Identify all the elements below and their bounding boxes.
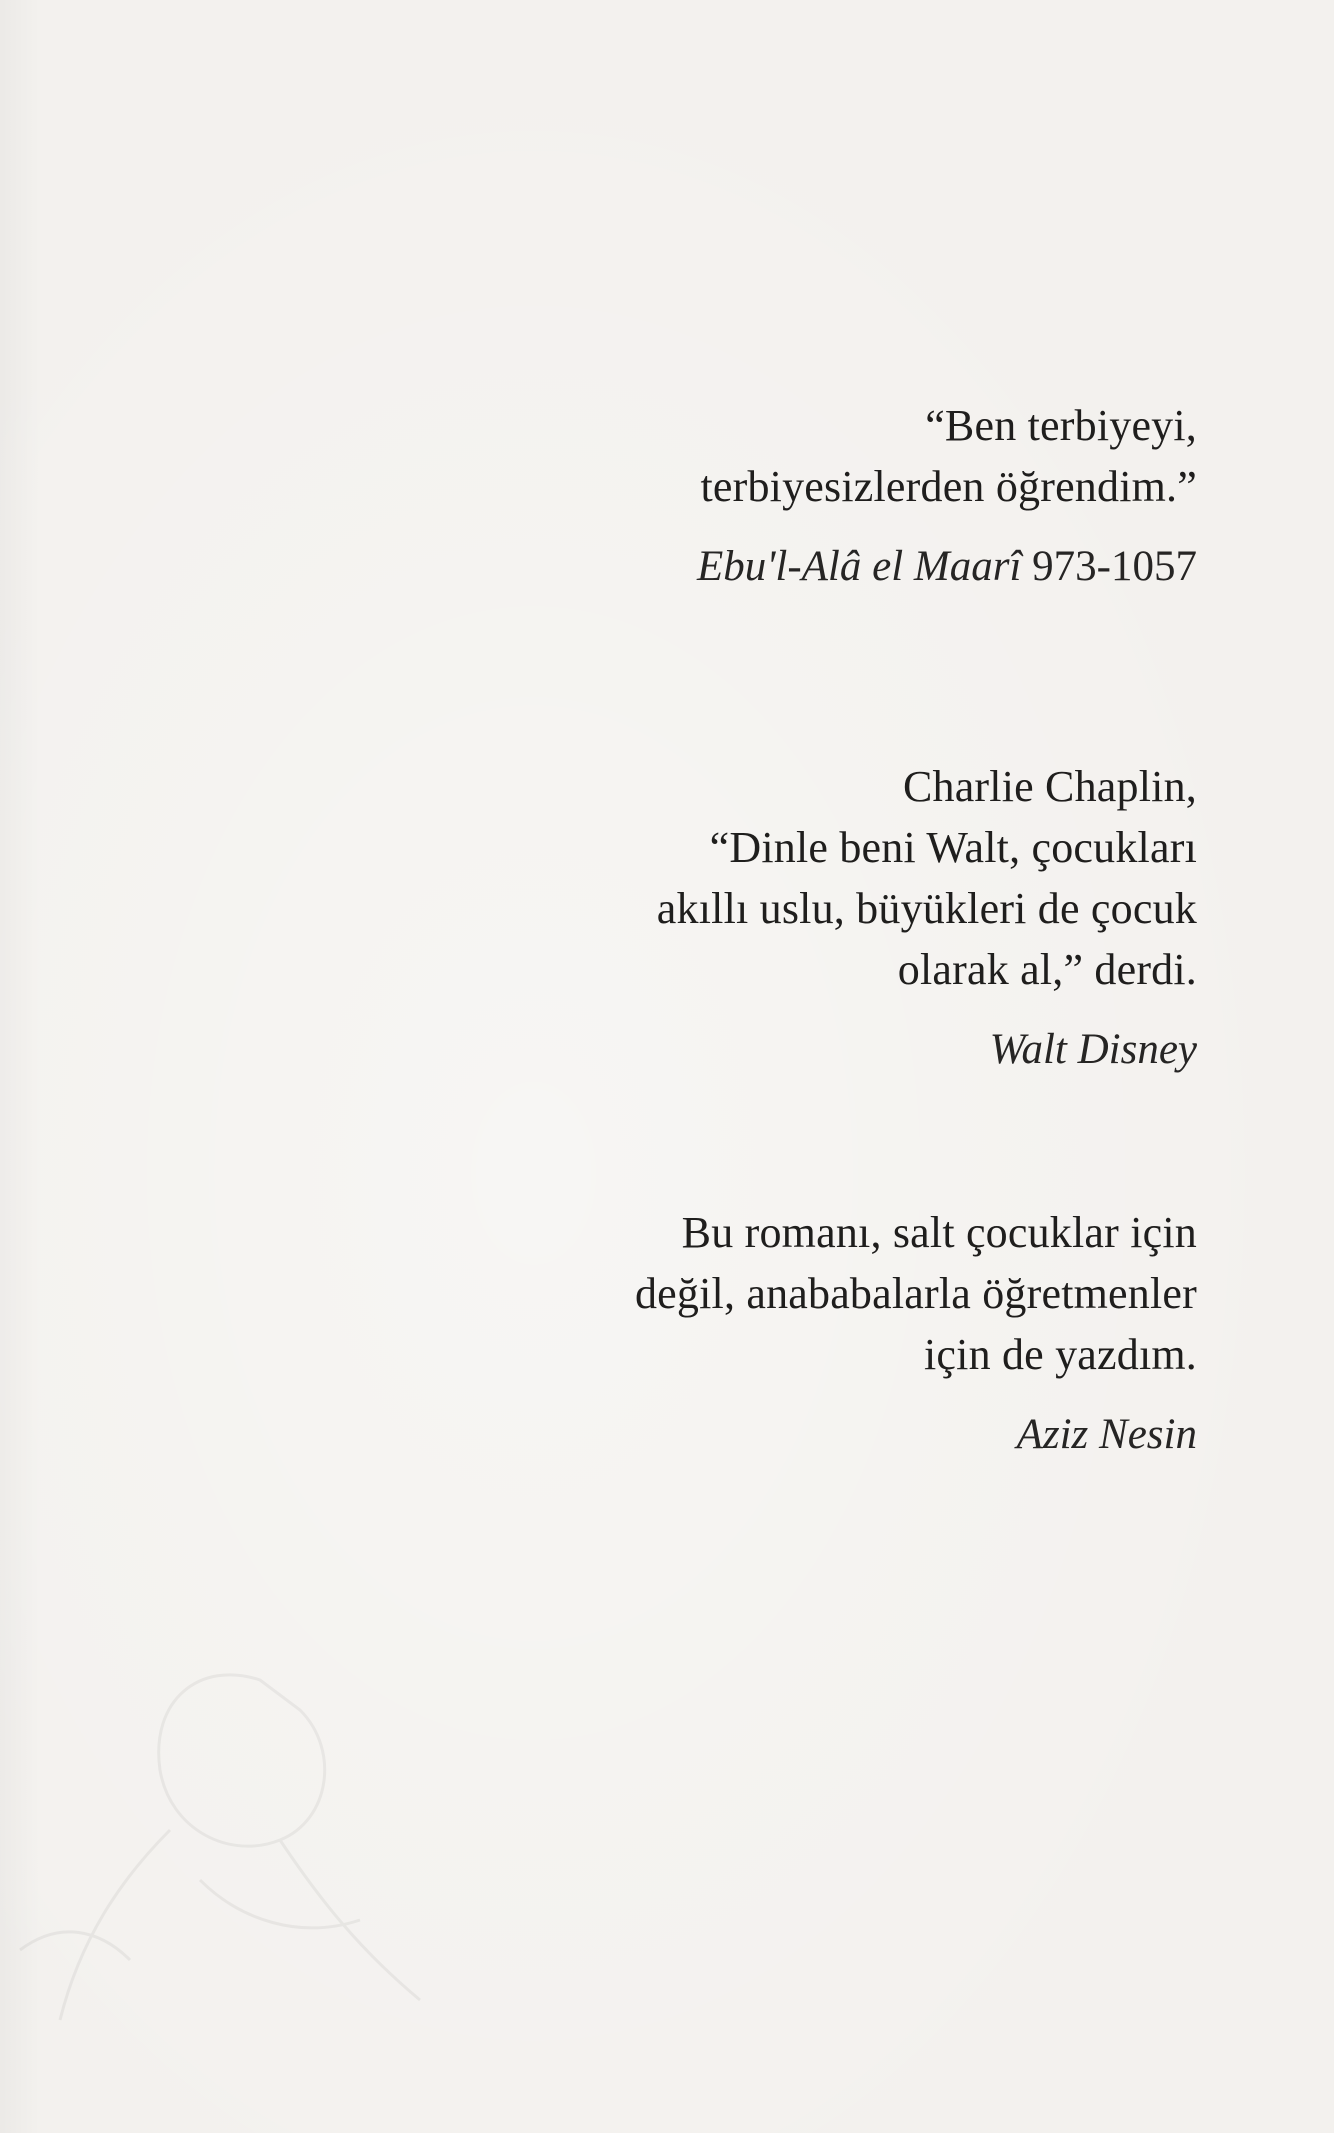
author-name: Ebu'l-Alâ el Maarî bbox=[696, 543, 1022, 590]
epigraph-maari bbox=[297, 395, 1197, 597]
epigraph-line: değil, anababalarla öğretmenler bbox=[634, 1269, 1197, 1318]
epigraph-line: Bu romanı, salt çocuklar için bbox=[681, 1208, 1197, 1257]
epigraph-line: terbiyesizlerden öğrendim.” bbox=[700, 462, 1197, 511]
author-name: Walt Disney bbox=[989, 1026, 1197, 1073]
epigraph-disney bbox=[297, 756, 1197, 1080]
epigraph-line: olarak al,” derdi. bbox=[897, 945, 1197, 994]
epigraph-line: akıllı uslu, büyükleri de çocuk bbox=[656, 884, 1197, 933]
epigraph-nesin bbox=[297, 1202, 1197, 1465]
epigraph-line: için de yazdım. bbox=[923, 1330, 1197, 1379]
show-through-sketch bbox=[0, 1620, 520, 2040]
epigraph-attribution bbox=[297, 1020, 1197, 1080]
epigraph-attribution bbox=[297, 1405, 1197, 1465]
epigraph-line: “Dinle beni Walt, çocukları bbox=[709, 823, 1197, 872]
author-years: 973-1057 bbox=[1032, 543, 1197, 590]
epigraph-line: “Ben terbiyeyi, bbox=[925, 401, 1197, 450]
epigraph-attribution bbox=[297, 537, 1197, 597]
epigraph-line: Charlie Chaplin, bbox=[902, 762, 1197, 811]
author-name: Aziz Nesin bbox=[1016, 1411, 1197, 1458]
